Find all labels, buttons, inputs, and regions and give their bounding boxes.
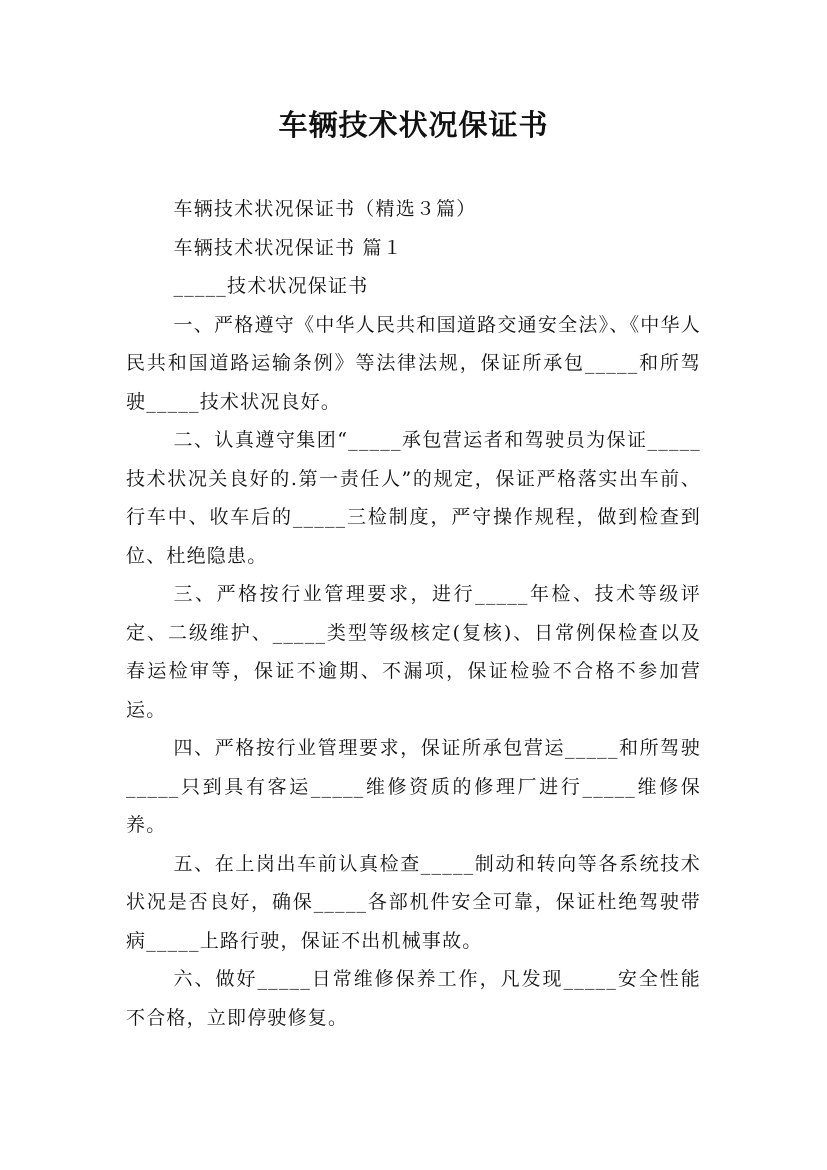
document-title: 车辆技术状况保证书 <box>278 108 549 142</box>
paragraph-heading: _____技术状况保证书 <box>173 275 369 297</box>
paragraph-clause-4: 四、严格按行业管理要求，保证所承包营运_____和所驾驶_____只到具有客运_____维修资质的修理厂进行_____维修保养。 <box>126 737 701 836</box>
document-body <box>126 190 701 1037</box>
paragraph-clause-5: 五、在上岗出车前认真检查_____制动和转向等各系统技术状况是否良好，确保_____各部机件安全可靠，保证杜绝驾驶带病_____上路行驶，保证不出机械事故。 <box>126 852 701 952</box>
paragraph-subtitle: 车辆技术状况保证书（精选３篇） <box>173 198 477 220</box>
paragraph-clause-3: 三、严格按行业管理要求，进行_____年检、技术等级评定、二级维护、_____类型等级核定(复核)、日常例保检查以及春运检审等，保证不逾期、不漏项，保证检验不合格不参加营运。 <box>126 583 701 721</box>
paragraph-section-heading: 车辆技术状况保证书 篇１ <box>173 236 403 259</box>
paragraph-clause-6: 六、做好_____日常维修保养工作，凡发现_____安全性能不合格，立即停驶修复。 <box>126 968 701 1029</box>
paragraph-clause-2: 二、认真遵守集团“_____承包营运者和驾驶员为保证_____技术状况关良好的.第一责任人”的规定，保证严格落实出车前、行车中、收车后的_____三检制度，严守操作规程，做到检查到位、杜绝隐患。 <box>126 429 701 567</box>
paragraph-clause-1: 一、严格遵守《中华人民共和国道路交通安全法》、《中华人民共和国道路运输条例》等法律法规，保证所承包_____和所驾驶_____技术状况良好。 <box>126 313 701 413</box>
